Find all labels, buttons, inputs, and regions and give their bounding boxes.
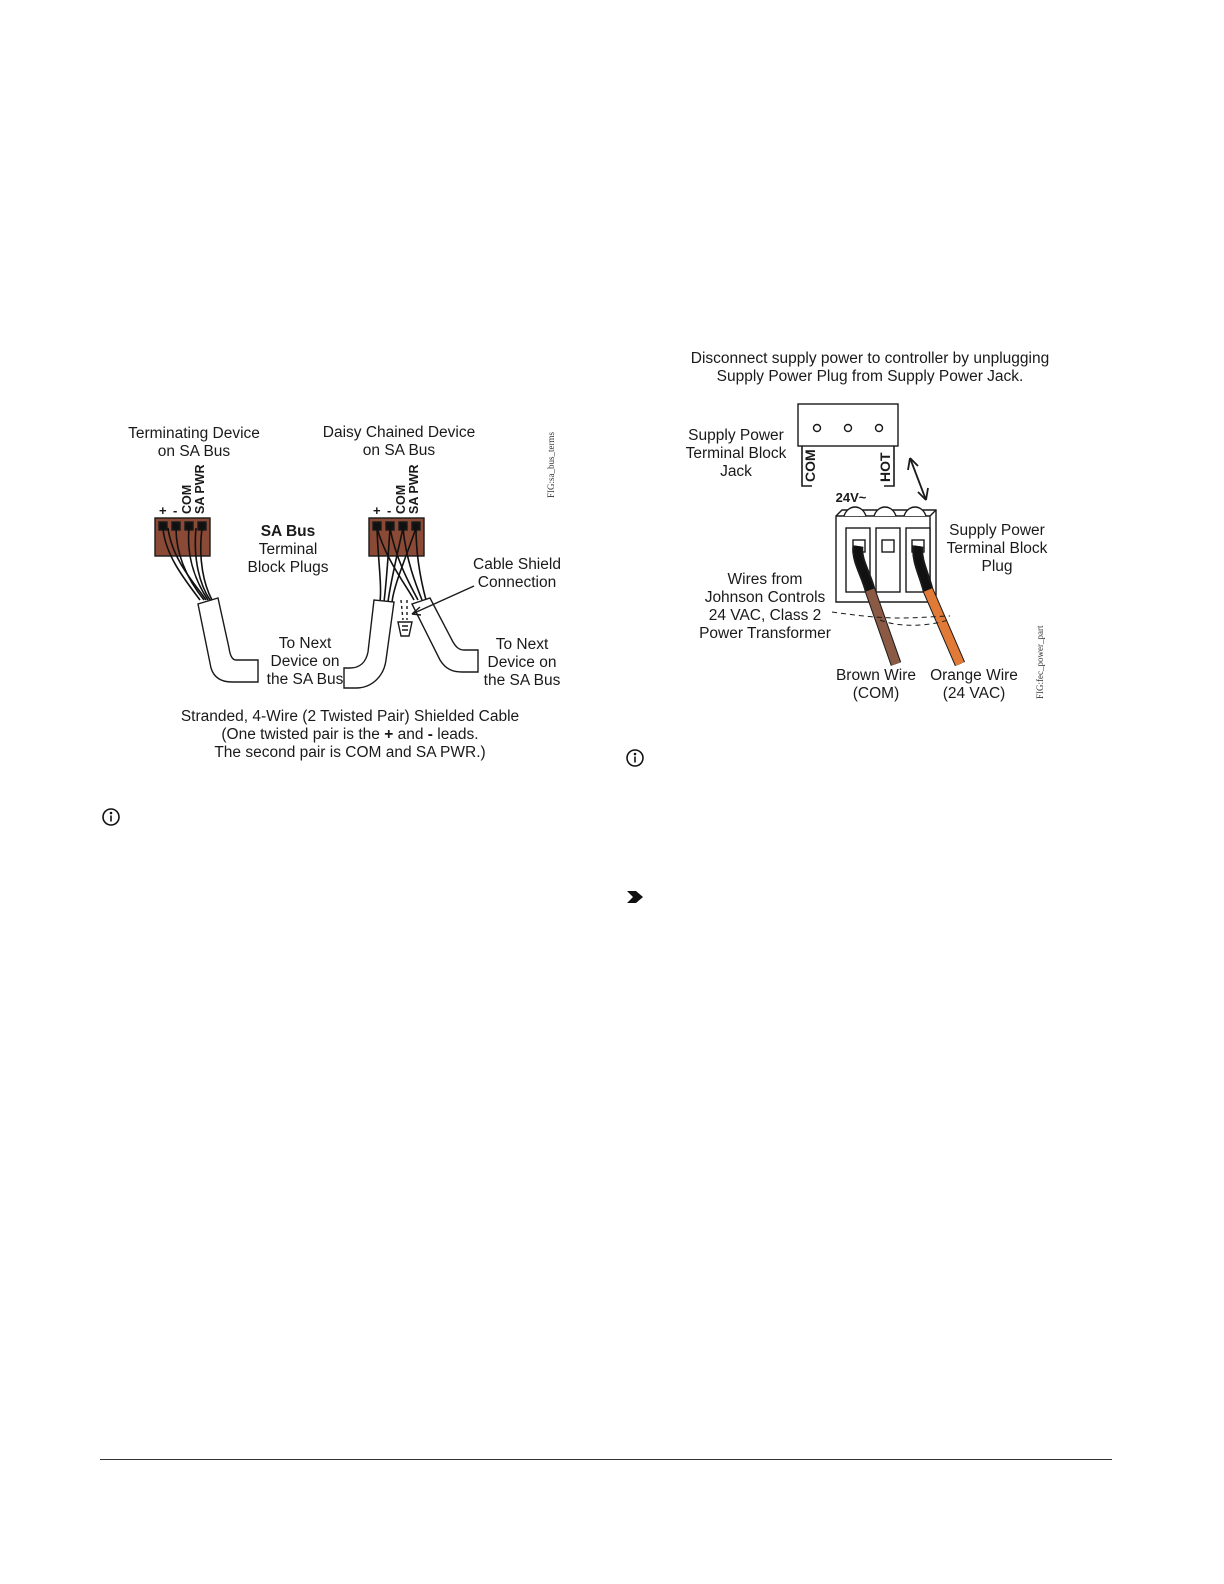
plus-label: + bbox=[159, 503, 167, 518]
disconnect-power-header: Disconnect supply power to controller by unplugging Supply Power Plug from Supply Power Jack. bbox=[690, 350, 1050, 385]
figure-id-sa-bus: FIG:sa_bus_terms bbox=[546, 432, 556, 498]
left-cable bbox=[198, 598, 258, 682]
minus-label-daisy: - bbox=[387, 503, 392, 518]
sa-bus-terminal-label: SA Bus Terminal Block Plugs bbox=[247, 523, 329, 576]
plug-jack-arrow bbox=[908, 458, 928, 500]
minus-label: - bbox=[173, 503, 178, 518]
sa-bus-caption: Stranded, 4-Wire (2 Twisted Pair) Shielded Cable (One twisted pair is the + and - leads. The second pair is COM and SA PWR.) bbox=[180, 708, 520, 761]
terminating-device-label: Terminating Device on SA Bus bbox=[128, 425, 260, 460]
daisy-chained-device-label: Daisy Chained Device on SA Bus bbox=[322, 424, 476, 459]
jack-com-label: COM bbox=[802, 449, 818, 482]
transformer-wires-label: Wires from Johnson Controls 24 VAC, Class 2 Power Transformer bbox=[699, 571, 831, 642]
sa-pwr-label: SA PWR bbox=[193, 464, 207, 514]
step-chevron-icon bbox=[627, 891, 643, 903]
footer-rule bbox=[100, 1459, 1112, 1460]
brown-wire-label: Brown Wire (COM) bbox=[835, 667, 917, 702]
orange-wire-label: Orange Wire (24 VAC) bbox=[930, 667, 1018, 702]
to-next-device-right-label: To Next Device on the SA Bus bbox=[483, 636, 561, 689]
wire-nut bbox=[398, 622, 412, 636]
supply-power-plug-label: Supply Power Terminal Block Plug bbox=[946, 522, 1048, 575]
supply-power-jack-label: Supply Power Terminal Block Jack bbox=[685, 427, 787, 480]
jack-hot-label: HOT bbox=[877, 452, 893, 482]
plus-label-daisy: + bbox=[373, 503, 381, 518]
com-label-daisy: COM bbox=[394, 484, 408, 514]
com-label: COM bbox=[180, 484, 194, 514]
daisy-cable-left bbox=[344, 600, 394, 688]
sa-pwr-label-daisy: SA PWR bbox=[407, 464, 421, 514]
voltage-label: 24V~ bbox=[835, 490, 867, 505]
figure-id-power: FIG:fec_power_part bbox=[1035, 625, 1045, 699]
cable-shield-label: Cable Shield Connection bbox=[473, 556, 561, 591]
to-next-device-left-label: To Next Device on the SA Bus bbox=[266, 635, 344, 688]
